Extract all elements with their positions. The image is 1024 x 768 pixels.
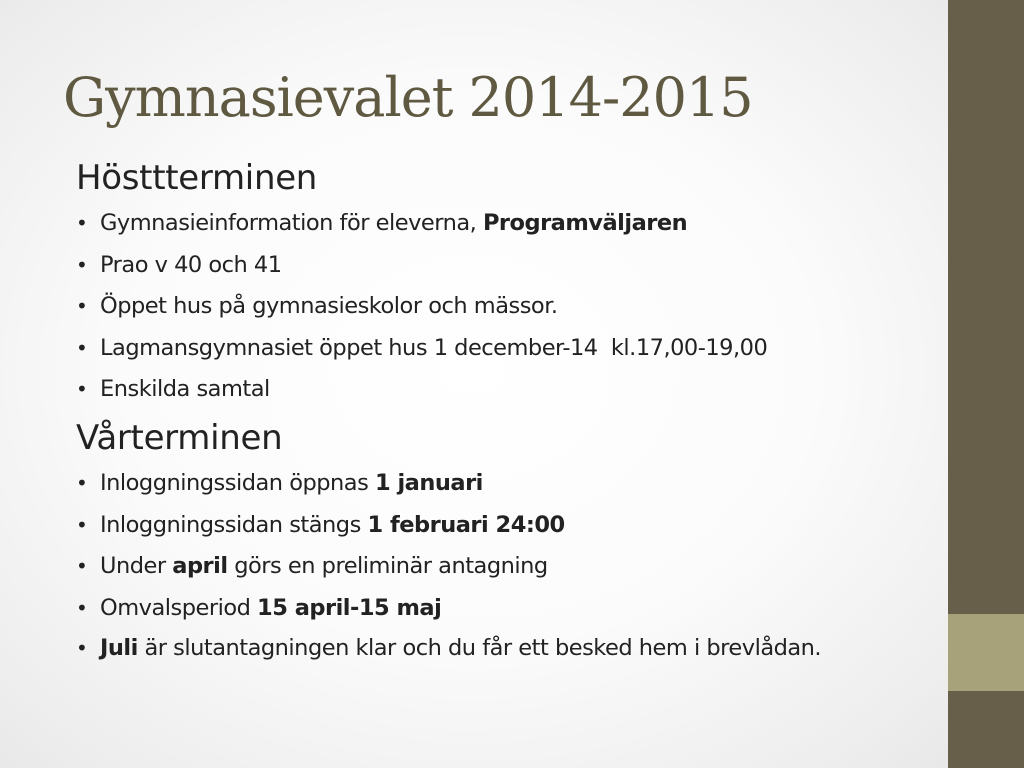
bullet-icon: • xyxy=(76,636,88,660)
list-item: • Under april görs en preliminär antagning xyxy=(76,549,936,583)
bullet-icon: • xyxy=(76,471,88,495)
bullet-icon: • xyxy=(76,294,88,318)
bullet-icon: • xyxy=(76,211,88,235)
list-item: • Gymnasieinformation för eleverna, Programväljaren xyxy=(76,206,936,240)
list-item: • Lagmansgymnasiet öppet hus 1 december-14 kl.17,00-19,00 xyxy=(76,331,936,365)
list-item: • Inloggningssidan stängs 1 februari 24:00 xyxy=(76,508,936,542)
list-item: • Inloggningssidan öppnas 1 januari xyxy=(76,466,936,500)
bullet-icon: • xyxy=(76,377,88,401)
bullet-icon: • xyxy=(76,252,88,277)
side-bar-accent xyxy=(948,614,1024,691)
spring-list xyxy=(76,466,936,664)
section-heading-autumn: Hösttterminen xyxy=(76,158,318,198)
section-heading-spring: Vårterminen xyxy=(76,418,283,458)
list-item: • Enskilda samtal xyxy=(76,372,936,406)
list-item: • Öppet hus på gymnasieskolor och mässor. xyxy=(76,289,936,323)
bullet-icon: • xyxy=(76,554,88,578)
bullet-icon: • xyxy=(76,512,88,537)
bullet-icon: • xyxy=(76,595,88,620)
autumn-list xyxy=(76,206,936,406)
list-item: • Prao v 40 och 41 xyxy=(76,248,936,282)
bullet-icon: • xyxy=(76,335,88,360)
slide-content xyxy=(76,156,936,672)
list-item: • Juli är slutantagningen klar och du får ett besked hem i brevlådan. xyxy=(76,632,936,664)
slide-title: Gymnasievalet 2014-2015 xyxy=(63,66,753,129)
list-item: • Omvalsperiod 15 april-15 maj xyxy=(76,591,936,625)
